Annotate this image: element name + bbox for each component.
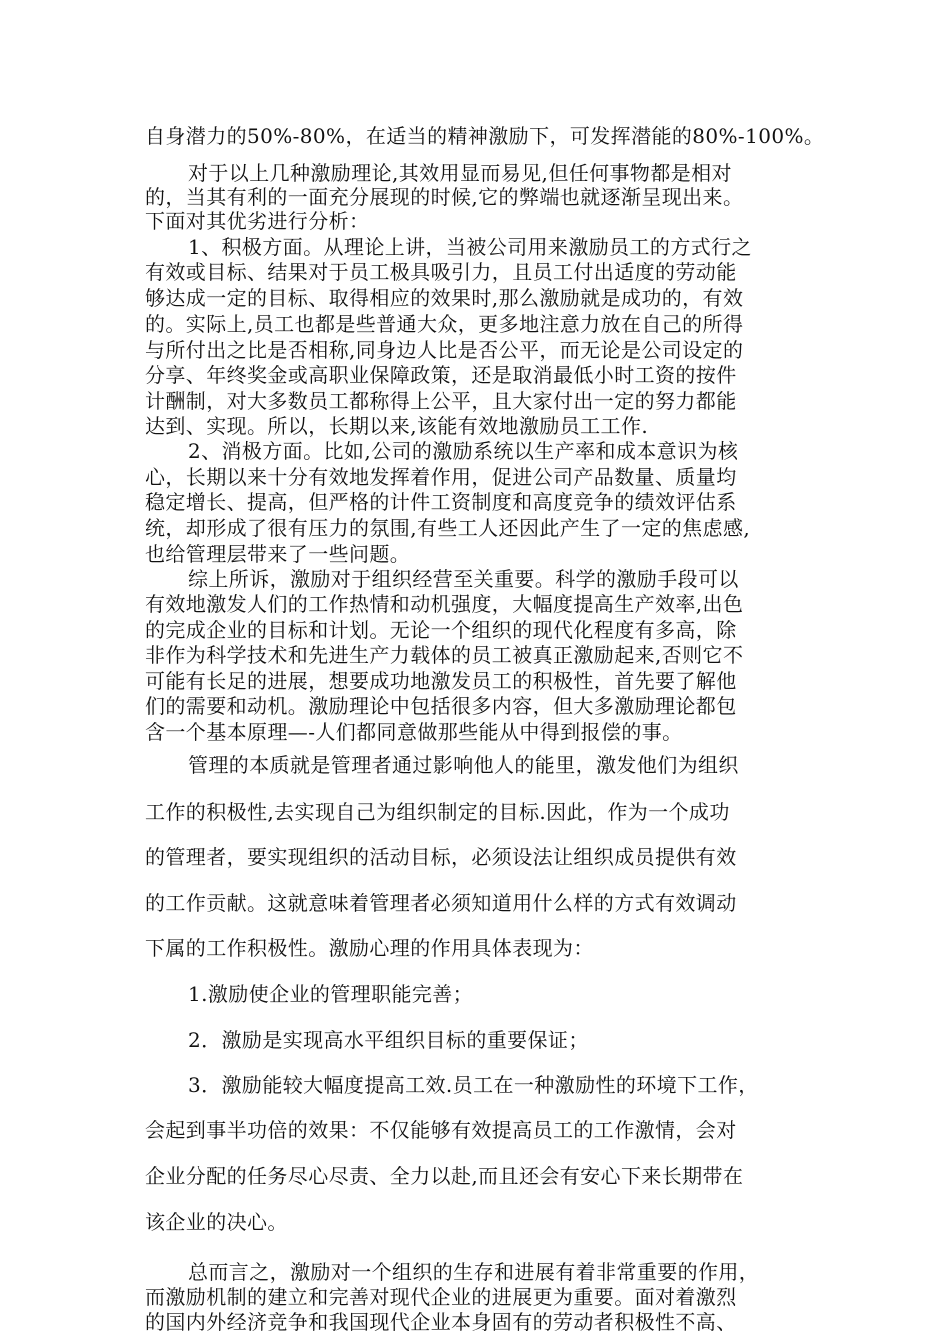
text-line: 的，当其有利的一面充分展现的时候,它的弊端也就逐渐呈现出来。 [145,185,744,209]
text-line: 也给管理层带来了一些问题。 [145,542,411,566]
text-line: 1.激励使企业的管理职能完善； [188,982,474,1006]
text-line: 分享、年终奖金或高职业保障政策，还是取消最低小时工资的按件 [145,363,737,387]
text-line: 下属的工作积极性。激励心理的作用具体表现为： [145,936,594,960]
text-line: 的。实际上,员工也都是些普通大众，更多地注意力放在自己的所得 [145,312,744,336]
text-line: 够达成一定的目标、取得相应的效果时,那么激励就是成功的，有效 [145,286,744,310]
text-line: 综上所诉，激励对于组织经营至关重要。科学的激励手段可以 [188,567,739,591]
text-line: 们的需要和动机。激励理论中包括很多内容，但大多激励理论都包 [145,694,737,718]
text-line: 1、积极方面。从理论上讲，当被公司用来激励员工的方式行之 [188,235,752,259]
text-line: 企业分配的任务尽心尽责、全力以赴,而且还会有安心下来长期带在 [145,1164,744,1188]
text-line: 的管理者，要实现组织的活动目标，必须设法让组织成员提供有效 [145,845,737,869]
text-line: 总而言之，激励对一个组织的生存和进展有着非常重要的作用， [188,1260,760,1284]
text-line: 达到、实现。所以，长期以来,该能有效地激励员工工作. [145,414,649,438]
text-line: 2．激励是实现高水平组织目标的重要保证； [188,1028,589,1052]
text-line: 有效地激发人们的工作热情和动机强度，大幅度提高生产效率,出色 [145,592,744,616]
text-line: 的完成企业的目标和计划。无论一个组织的现代化程度有多高，除 [145,618,737,642]
text-line: 的工作贡献。这就意味着管理者必须知道用什么样的方式有效调动 [145,891,737,915]
text-line: 含一个基本原理—-人们都同意做那些能从中得到报偿的事。 [145,720,683,744]
text-line: 的国内外经济竞争和我国现代企业本身固有的劳动者积极性不高、 [145,1310,737,1334]
text-line: 有效或目标、结果对于员工极具吸引力，且员工付出适度的劳动能 [145,260,737,284]
text-line: 心，长期以来十分有效地发挥着作用，促进公司产品数量、质量均 [145,465,737,489]
text-line: 2、消极方面。比如,公司的激励系统以生产率和成本意识为核 [188,439,739,463]
text-line: 统，却形成了很有压力的氛围,有些工人还因此产生了一定的焦虑感, [145,516,751,540]
text-line: 管理的本质就是管理者通过影响他人的能里，激发他们为组织 [188,753,739,777]
text-line: 工作的积极性,去实现自己为组织制定的目标.因此，作为一个成功 [145,800,730,824]
text-line: 3．激励能较大幅度提高工效.员工在一种激励性的环境下工作， [188,1073,759,1097]
text-line: 会起到事半功倍的效果：不仅能够有效提高员工的工作激情，会对 [145,1118,737,1142]
text-line: 而激励机制的建立和完善对现代企业的进展更为重要。面对着激烈 [145,1285,737,1309]
text-line: 下面对其优劣进行分析： [145,209,370,233]
text-line: 稳定增长、提高，但严格的计件工资制度和高度竞争的绩效评估系 [145,490,737,514]
text-line: 计酬制，对大多数员工都称得上公平，且大家付出一定的努力都能 [145,389,737,413]
text-line: 对于以上几种激励理论,其效用显而易见,但任何事物都是相对 [188,161,732,185]
text-line: 该企业的决心。 [145,1210,288,1234]
text-line: 与所付出之比是否相称,同身边人比是否公平，而无论是公司设定的 [145,338,744,362]
text-line: 可能有长足的进展，想要成功地激发员工的积极性，首先要了解他 [145,669,737,693]
text-line: 非作为科学技术和先进生产力载体的员工被真正激励起来,否则它不 [145,643,744,667]
text-line: 自身潜力的50%-80%，在适当的精神激励下，可发挥潜能的80%-100%。 [145,124,825,148]
